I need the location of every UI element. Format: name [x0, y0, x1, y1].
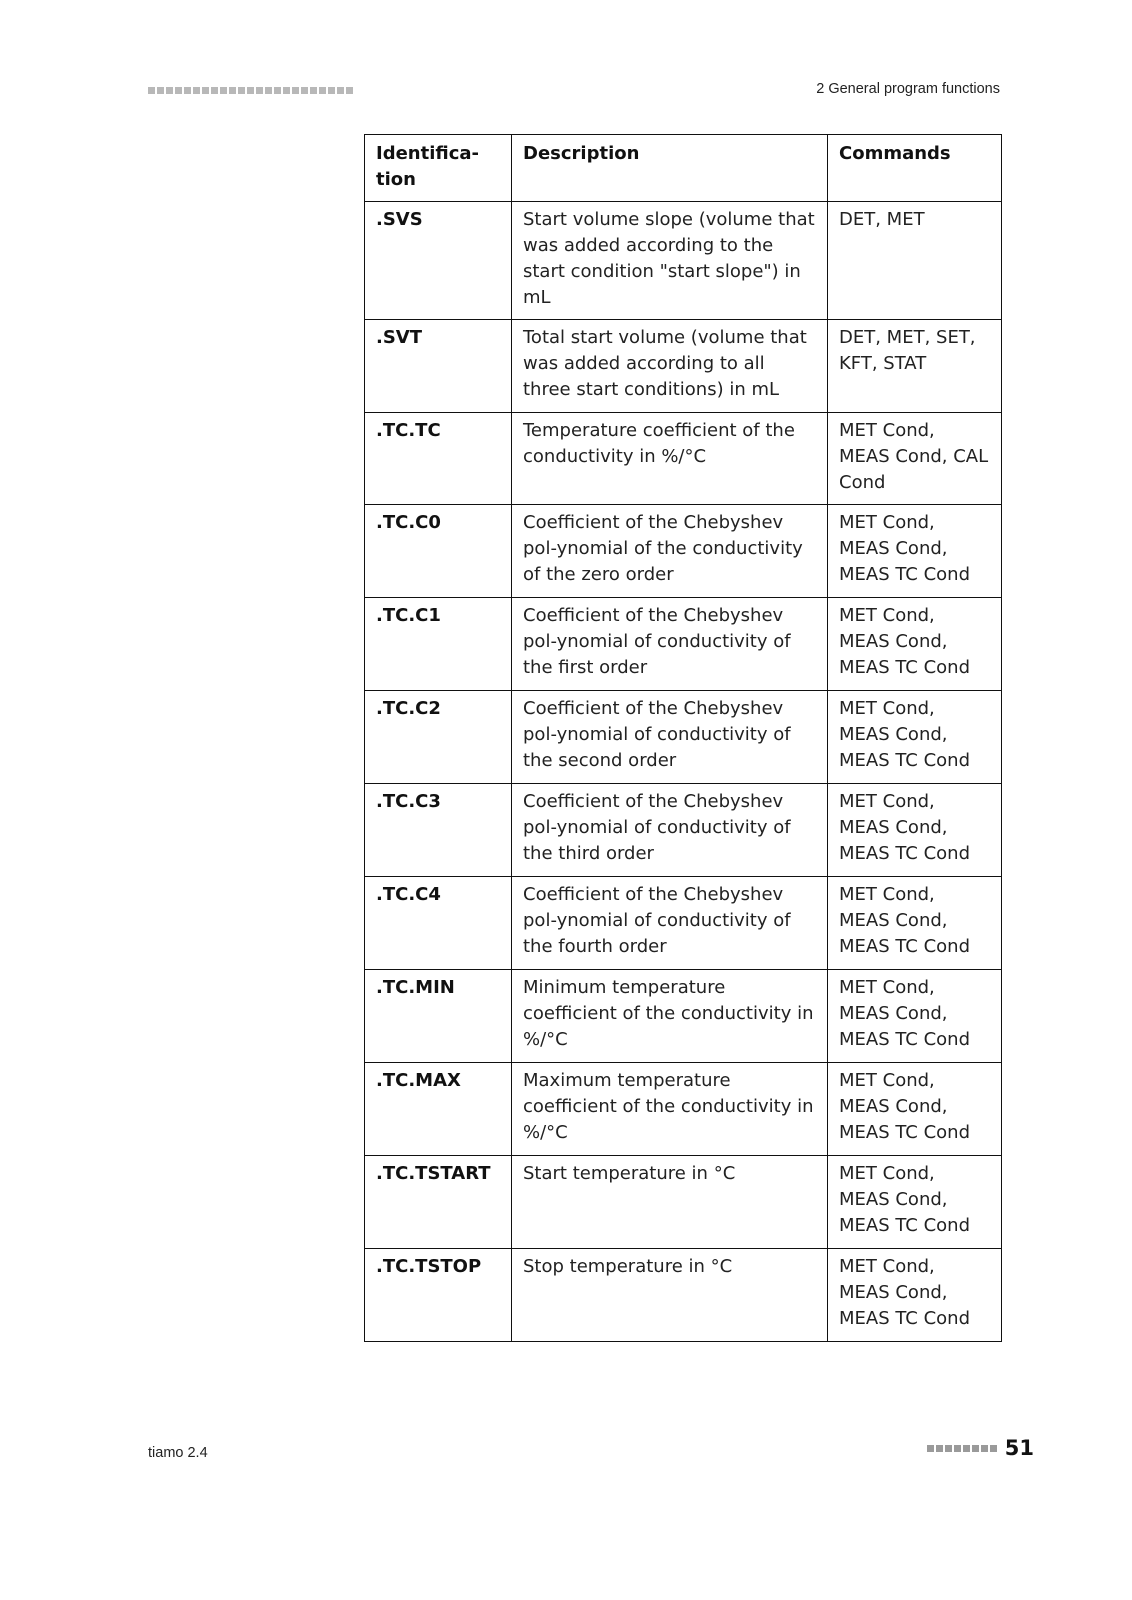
page-number: 51 — [1004, 1436, 1034, 1460]
table-row — [365, 505, 1002, 598]
commands-cell: MET Cond, MEAS Cond, MEAS TC Cond — [828, 505, 1002, 598]
description-cell: Coefficient of the Chebyshev pol-ynomial of conductivity of the first order — [512, 598, 828, 691]
table-row — [365, 691, 1002, 784]
header-decoration — [148, 87, 353, 94]
table-row — [365, 598, 1002, 691]
identification-cell: .TC.MIN — [365, 970, 512, 1063]
footer-page-marker — [927, 1436, 1034, 1460]
identification-cell: .TC.C2 — [365, 691, 512, 784]
footer-product-name: tiamo 2.4 — [148, 1445, 208, 1461]
identification-cell: .TC.MAX — [365, 1063, 512, 1156]
table-row — [365, 413, 1002, 505]
table-row — [365, 784, 1002, 877]
commands-cell: DET, MET, SET, KFT, STAT — [828, 320, 1002, 413]
commands-cell: MET Cond, MEAS Cond, MEAS TC Cond — [828, 784, 1002, 877]
description-cell: Total start volume (volume that was added according to all three start conditions) in mL — [512, 320, 828, 413]
table-row — [365, 1156, 1002, 1249]
variables-table — [364, 134, 1002, 1342]
commands-cell: MET Cond, MEAS Cond, MEAS TC Cond — [828, 598, 1002, 691]
identification-cell: .TC.C1 — [365, 598, 512, 691]
table-row — [365, 1063, 1002, 1156]
commands-cell: MET Cond, MEAS Cond, CAL Cond — [828, 413, 1002, 505]
table-row — [365, 877, 1002, 970]
table-row — [365, 1249, 1002, 1342]
description-cell: Minimum temperature coefficient of the conductivity in %/°C — [512, 970, 828, 1063]
description-cell: Coefficient of the Chebyshev pol-ynomial of conductivity of the fourth order — [512, 877, 828, 970]
column-header-identification: Identifica- tion — [365, 135, 512, 202]
description-cell: Start volume slope (volume that was added according to the start condition "start slope") in mL — [512, 202, 828, 320]
description-cell: Stop temperature in °C — [512, 1249, 828, 1342]
identification-cell: .TC.TSTART — [365, 1156, 512, 1249]
identification-cell: .SVT — [365, 320, 512, 413]
commands-cell: MET Cond, MEAS Cond, MEAS TC Cond — [828, 691, 1002, 784]
identification-cell: .TC.TC — [365, 413, 512, 505]
description-cell: Start temperature in °C — [512, 1156, 828, 1249]
commands-cell: MET Cond, MEAS Cond, MEAS TC Cond — [828, 970, 1002, 1063]
identification-cell: .TC.TSTOP — [365, 1249, 512, 1342]
identification-cell: .TC.C0 — [365, 505, 512, 598]
description-cell: Maximum temperature coefficient of the conductivity in %/°C — [512, 1063, 828, 1156]
table-row — [365, 202, 1002, 320]
identification-cell: .SVS — [365, 202, 512, 320]
commands-cell: MET Cond, MEAS Cond, MEAS TC Cond — [828, 1063, 1002, 1156]
table-header-row — [365, 135, 1002, 202]
identification-cell: .TC.C4 — [365, 877, 512, 970]
commands-cell: MET Cond, MEAS Cond, MEAS TC Cond — [828, 877, 1002, 970]
commands-cell: MET Cond, MEAS Cond, MEAS TC Cond — [828, 1249, 1002, 1342]
identification-cell: .TC.C3 — [365, 784, 512, 877]
description-cell: Coefficient of the Chebyshev pol-ynomial of conductivity of the second order — [512, 691, 828, 784]
commands-cell: DET, MET — [828, 202, 1002, 320]
column-header-commands: Commands — [828, 135, 1002, 202]
chapter-title: 2 General program functions — [816, 81, 1000, 97]
column-header-description: Description — [512, 135, 828, 202]
commands-cell: MET Cond, MEAS Cond, MEAS TC Cond — [828, 1156, 1002, 1249]
footer-decoration — [927, 1445, 997, 1452]
table-row — [365, 320, 1002, 413]
description-cell: Coefficient of the Chebyshev pol-ynomial of the conductivity of the zero order — [512, 505, 828, 598]
table-row — [365, 970, 1002, 1063]
description-cell: Temperature coefficient of the conductivity in %/°C — [512, 413, 828, 505]
description-cell: Coefficient of the Chebyshev pol-ynomial of conductivity of the third order — [512, 784, 828, 877]
